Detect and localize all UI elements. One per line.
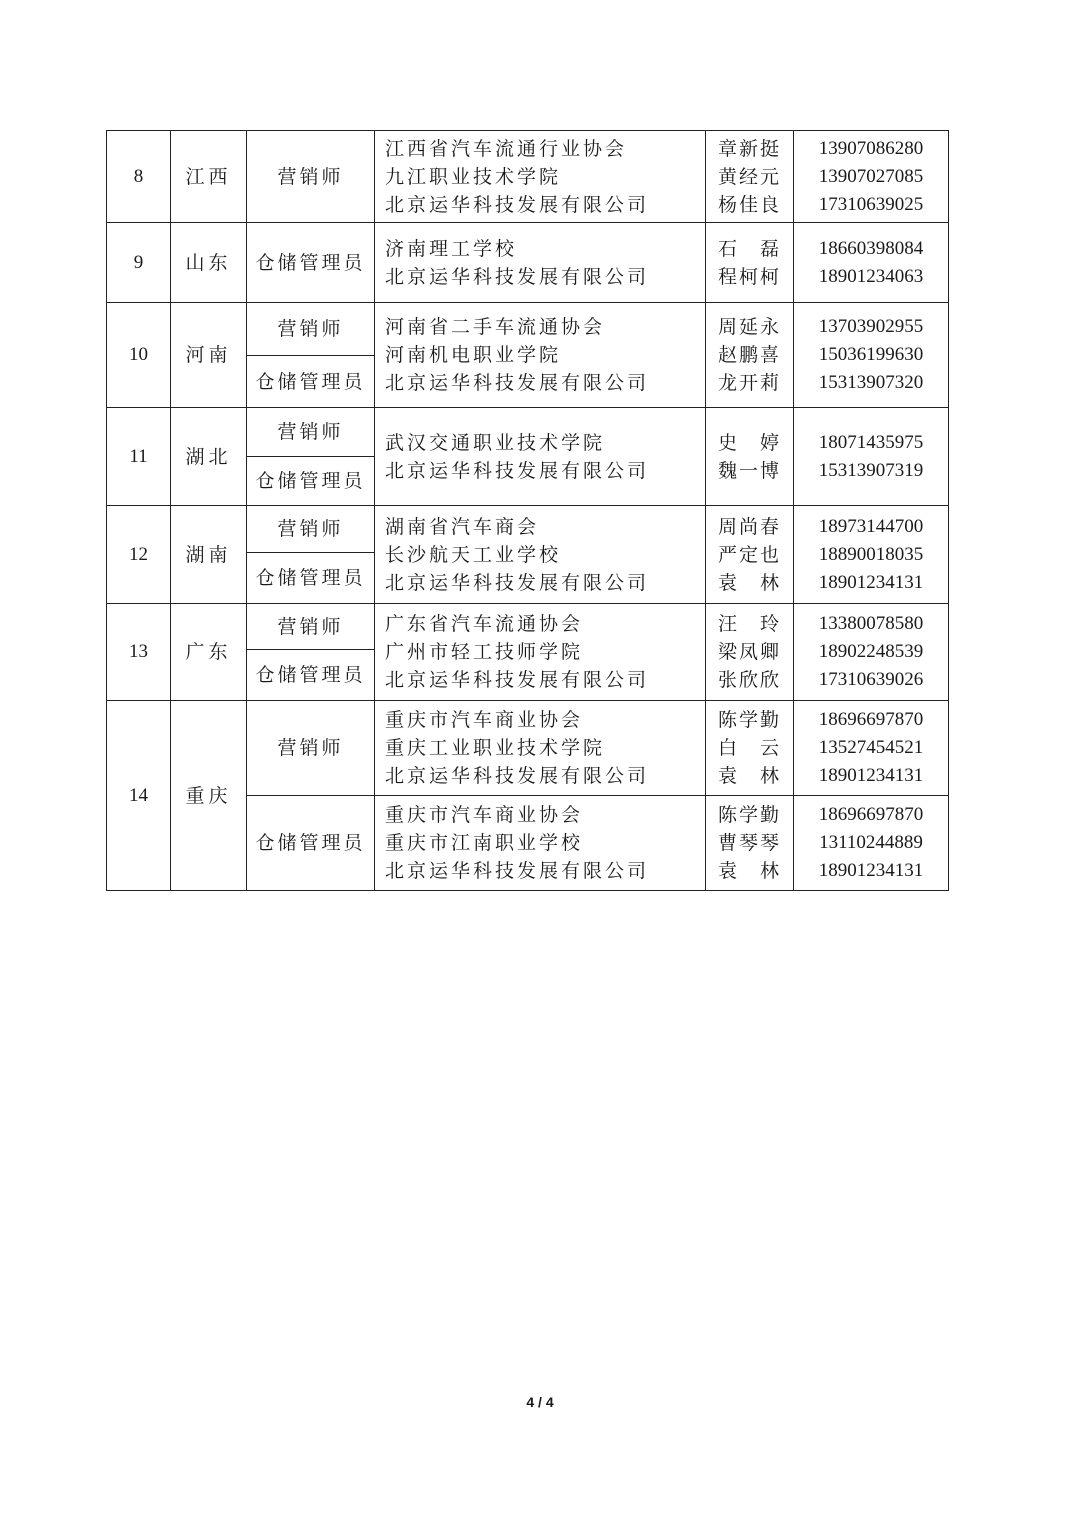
contact-name: 黄经元 bbox=[717, 165, 781, 188]
phone: 13703902955 bbox=[818, 316, 924, 337]
table-row bbox=[107, 701, 949, 796]
table-row bbox=[107, 408, 949, 457]
phone: 17310639026 bbox=[818, 669, 924, 690]
organizations bbox=[375, 408, 706, 506]
phone: 18696697870 bbox=[818, 709, 924, 730]
contacts bbox=[706, 701, 794, 796]
province: 重庆 bbox=[171, 701, 247, 891]
organizations bbox=[375, 506, 706, 604]
contacts bbox=[706, 506, 794, 604]
phones bbox=[794, 131, 949, 223]
contacts bbox=[706, 604, 794, 701]
contacts bbox=[706, 796, 794, 891]
org: 重庆工业职业技术学院 bbox=[385, 737, 606, 759]
org: 北京运华科技发展有限公司 bbox=[385, 193, 650, 216]
phone: 18901234131 bbox=[818, 860, 924, 881]
contact-name: 龙开莉 bbox=[717, 372, 781, 394]
phone: 15036199630 bbox=[818, 344, 924, 365]
contact-name: 曹琴琴 bbox=[717, 832, 781, 854]
job-title: 仓储管理员 bbox=[247, 457, 375, 506]
organizations bbox=[375, 303, 706, 408]
table-row bbox=[107, 604, 949, 650]
province: 湖南 bbox=[171, 506, 247, 604]
contact-name: 章新挺 bbox=[717, 137, 781, 160]
org: 河南机电职业学院 bbox=[385, 344, 562, 366]
contact-name: 石 磊 bbox=[717, 237, 781, 260]
contact-name: 汪 玲 bbox=[717, 613, 781, 635]
phone: 13380078580 bbox=[818, 613, 924, 634]
row-number: 10 bbox=[107, 303, 171, 408]
page-number: 4 / 4 bbox=[526, 1394, 554, 1410]
contact-name: 袁 林 bbox=[717, 860, 781, 882]
row-number: 12 bbox=[107, 506, 171, 604]
org: 北京运华科技发展有限公司 bbox=[385, 571, 650, 594]
org: 广东省汽车流通协会 bbox=[385, 613, 584, 635]
organizations bbox=[375, 604, 706, 701]
contacts bbox=[706, 303, 794, 408]
organizations bbox=[375, 223, 706, 303]
contact-name: 陈学勤 bbox=[717, 709, 781, 731]
org: 长沙航天工业学校 bbox=[385, 543, 562, 566]
org: 河南省二手车流通协会 bbox=[385, 316, 606, 338]
phones bbox=[794, 303, 949, 408]
phone: 18696697870 bbox=[818, 804, 924, 825]
table-row bbox=[107, 303, 949, 356]
table-row bbox=[107, 506, 949, 553]
org: 北京运华科技发展有限公司 bbox=[385, 669, 650, 691]
contact-name: 赵鹏喜 bbox=[717, 344, 781, 366]
job-title: 营销师 bbox=[247, 408, 375, 457]
phone: 13907086280 bbox=[818, 137, 924, 159]
phones bbox=[794, 223, 949, 303]
org: 江西省汽车流通行业协会 bbox=[385, 137, 628, 160]
organizations bbox=[375, 796, 706, 891]
phone: 18901234131 bbox=[818, 765, 924, 786]
job-title: 仓储管理员 bbox=[247, 223, 375, 303]
phone: 15313907320 bbox=[818, 372, 924, 393]
row-number: 11 bbox=[107, 408, 171, 506]
org: 北京运华科技发展有限公司 bbox=[385, 372, 650, 394]
contact-name: 周延永 bbox=[717, 316, 781, 338]
row-number: 13 bbox=[107, 604, 171, 701]
phone: 15313907319 bbox=[818, 459, 924, 481]
job-title: 仓储管理员 bbox=[247, 356, 375, 408]
contact-name: 梁凤卿 bbox=[717, 641, 781, 663]
phone: 13907027085 bbox=[818, 165, 924, 187]
phones bbox=[794, 604, 949, 701]
row-number: 14 bbox=[107, 701, 171, 891]
org: 重庆市汽车商业协会 bbox=[385, 804, 584, 826]
contacts-table bbox=[106, 130, 949, 891]
phone: 13110244889 bbox=[819, 832, 923, 853]
contact-name: 白 云 bbox=[717, 737, 781, 759]
org: 广州市轻工技师学院 bbox=[385, 641, 584, 663]
province: 广东 bbox=[171, 604, 247, 701]
row-number: 9 bbox=[107, 223, 171, 303]
job-title: 营销师 bbox=[247, 131, 375, 223]
contact-name: 周尚春 bbox=[717, 515, 781, 538]
province: 江西 bbox=[171, 131, 247, 223]
table-row bbox=[107, 131, 949, 223]
contacts bbox=[706, 131, 794, 223]
job-title: 仓储管理员 bbox=[247, 553, 375, 604]
province: 湖北 bbox=[171, 408, 247, 506]
contact-name: 程柯柯 bbox=[717, 265, 781, 288]
row-number: 8 bbox=[107, 131, 171, 223]
phone: 18973144700 bbox=[818, 515, 924, 537]
job-title: 营销师 bbox=[247, 506, 375, 553]
org: 北京运华科技发展有限公司 bbox=[385, 765, 650, 787]
phones bbox=[794, 701, 949, 796]
contact-name: 陈学勤 bbox=[717, 804, 781, 826]
org: 北京运华科技发展有限公司 bbox=[385, 265, 650, 288]
contact-name: 魏一博 bbox=[717, 459, 781, 482]
province: 河南 bbox=[171, 303, 247, 408]
org: 湖南省汽车商会 bbox=[385, 515, 540, 538]
org: 北京运华科技发展有限公司 bbox=[385, 459, 650, 482]
organizations bbox=[375, 131, 706, 223]
contact-name: 杨佳良 bbox=[717, 193, 781, 216]
phone: 18890018035 bbox=[818, 543, 924, 565]
phone: 18901234131 bbox=[818, 571, 924, 593]
job-title: 营销师 bbox=[247, 604, 375, 650]
phone: 18660398084 bbox=[818, 237, 924, 259]
province: 山东 bbox=[171, 223, 247, 303]
org: 北京运华科技发展有限公司 bbox=[385, 860, 650, 882]
phone: 13527454521 bbox=[818, 737, 924, 758]
job-title: 营销师 bbox=[247, 303, 375, 356]
job-title: 仓储管理员 bbox=[247, 650, 375, 701]
job-title: 营销师 bbox=[247, 701, 375, 796]
org: 重庆市汽车商业协会 bbox=[385, 709, 584, 731]
contacts bbox=[706, 223, 794, 303]
phone: 18901234063 bbox=[818, 265, 924, 287]
org: 重庆市江南职业学校 bbox=[385, 832, 584, 854]
contact-name: 袁 林 bbox=[717, 765, 781, 787]
phones bbox=[794, 796, 949, 891]
org: 济南理工学校 bbox=[385, 237, 518, 260]
job-title: 仓储管理员 bbox=[247, 796, 375, 891]
table-row bbox=[107, 223, 949, 303]
phone: 18071435975 bbox=[818, 431, 924, 453]
organizations bbox=[375, 701, 706, 796]
phone: 18902248539 bbox=[818, 641, 924, 662]
contact-name: 张欣欣 bbox=[717, 669, 781, 691]
contacts bbox=[706, 408, 794, 506]
contact-name: 袁 林 bbox=[717, 571, 781, 594]
contact-name: 严定也 bbox=[717, 543, 781, 566]
phone: 17310639025 bbox=[818, 193, 924, 215]
phones bbox=[794, 408, 949, 506]
phones bbox=[794, 506, 949, 604]
contact-name: 史 婷 bbox=[717, 431, 781, 454]
org: 武汉交通职业技术学院 bbox=[385, 431, 606, 454]
org: 九江职业技术学院 bbox=[385, 165, 562, 188]
